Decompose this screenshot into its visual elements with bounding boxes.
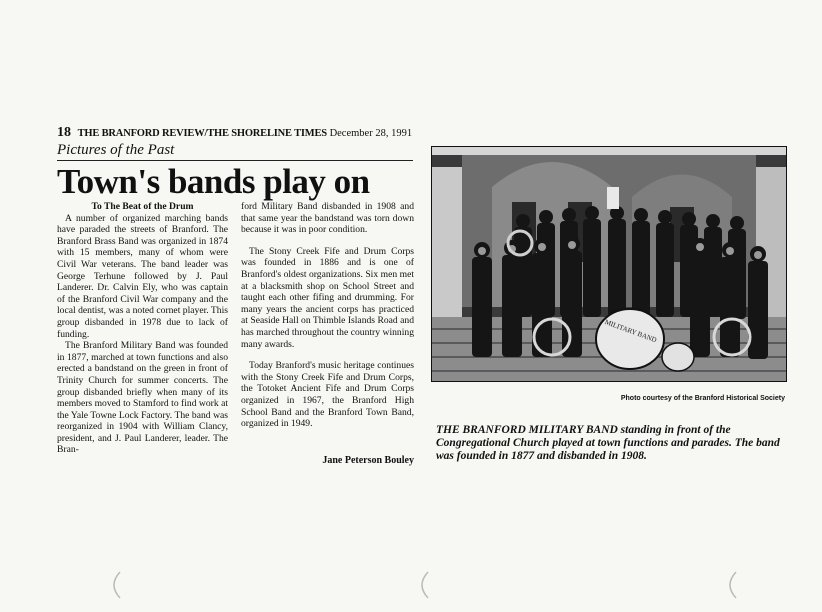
binder-hole-mark	[414, 570, 432, 600]
paragraph: The Branford Military Band was founded in 1877, marched at town functions and also erected a bandstand on the green in front of Trinity Church for summer concerts. The group disbanded briefly when many of its members moved to Stamford to find work at the Yale Towne Lock Factory. The band was reorganized in 1904 with William Clancy, president, and J. Paul Landerer, leader. The Bran-	[57, 340, 228, 456]
subheading: To The Beat of the Drum	[91, 201, 194, 212]
paragraph: ford Military Band disbanded in 1908 and that same year the bandstand was torn down because it was in poor condition.	[241, 201, 414, 236]
publication-date: December 28, 1991	[329, 128, 413, 139]
section-rule	[57, 160, 413, 161]
drum-text: MILITARY BAND	[603, 318, 658, 345]
publication-name: THE BRANFORD REVIEW/THE SHORELINE TIMES	[77, 128, 327, 139]
binder-hole-mark	[722, 570, 740, 600]
photo-credit: Photo courtesy of the Branford Historical Society	[620, 395, 785, 402]
section-title: Pictures of the Past	[57, 142, 175, 158]
band-photo-illustration	[432, 147, 786, 381]
paragraph: Today Branford's music heritage continues with the Stony Creek Fife and Drum Corps, the Totoket Ancient Fife and Drum Corps organized in 1967, the Branford High School Band and the Branford Town Band, organized in 1949.	[241, 360, 414, 430]
masthead	[57, 125, 412, 141]
photo-caption: THE BRANFORD MILITARY BAND standing in front of the Congregational Church played at town functions and parades. The band was founded in 1877 and disbanded in 1908.	[436, 424, 780, 462]
byline: Jane Peterson Bouley	[322, 455, 414, 466]
band-photo	[431, 146, 787, 382]
binder-hole-mark	[106, 570, 124, 600]
page-number: 18	[57, 125, 71, 140]
paragraph: A number of organized marching bands have paraded the streets of Branford. The Branford Brass Band was organized in 1874 with 15 members, many of whom were Civil War veterans. The band leader was George Terhune followed by J. Paul Landerer. Dr. Calvin Ely, who was captain of the Branford Civil War company and the local dentist, was a noted cornet player. This group disbanded in 1978 due to lack of funding.	[57, 212, 228, 340]
article-column-2	[241, 201, 414, 430]
article-column-1	[57, 201, 228, 456]
headline: Town's bands play on	[57, 162, 370, 201]
paragraph: The Stony Creek Fife and Drum Corps was founded in 1886 and is one of Branford's oldest organizations. Six men met at a blacksmith shop on School Street and taught each other fifing and drumming. For many years the ancient corps has practiced at Seaside Hall on Thimble Islands Road and has marched throughout the country winning many awards.	[241, 245, 414, 350]
